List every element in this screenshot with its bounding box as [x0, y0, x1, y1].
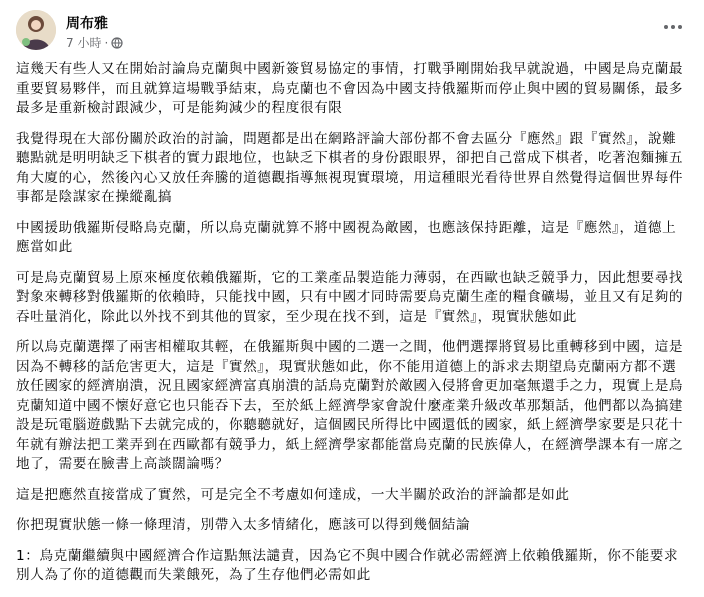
post-header [16, 10, 688, 54]
post-paragraph: 你把現實狀態一條一條理清，別帶入太多情緒化，應該可以得到幾個結論 [16, 517, 471, 533]
post-paragraph: 所以烏克蘭選擇了兩害相權取其輕，在俄羅斯與中國的二選一之間，他們選擇將貿易比重轉移到中國，這是因為不轉移的話危害更大，這是『實然』，現實狀態如此，你不能用道德上的訴求去期望烏克蘭兩方都不選放任國家的經濟崩潰，況且國家經濟富真崩潰的話烏克蘭對於敵國入侵將會更加毫無還手之力，現實上是烏克蘭知道中國不懷好意它也只能吞下去，至於紙上經濟學家會說什麼產業升級改革那類話，他們都以為搞建設是玩電腦遊戲點下去就完成的，你聽聽就好，這個國民所得比中國還低的國家，紙上經濟學家要是只花十年就有辦法把工業弄到在西歐都有競爭力，紙上經濟學家都能當烏克蘭的民族偉人，在經濟學課本有一席之地了，需要在臉書上高談闊論嗎？ [16, 339, 684, 472]
more-options-button[interactable] [658, 12, 688, 42]
meta-separator: · [104, 35, 109, 50]
post-body [16, 60, 688, 597]
post-paragraph: 這幾天有些人又在開始討論烏克蘭與中國新簽貿易協定的事情，打戰爭剛開始我早就說過，中國是烏克蘭最重要貿易夥伴，而且就算這場戰爭結束，烏克蘭也不會因為中國支持俄羅斯而停止與中國的貿易關係，最多最多是重新檢討跟減少，可是能夠減少的程度很有限 [16, 61, 684, 116]
avatar[interactable] [16, 10, 56, 50]
post-paragraph: 我覺得現在大部份關於政治的討論，問題都是出在網路評論大部份都不會去區分『應然』跟『實然』，說難聽點就是明明缺乏下棋者的實力跟地位，也缺乏下棋者的身份跟眼界，卻把自己當成下棋者，吃著泡麵擁五角大廈的心，然後內心又放任奔騰的道德觀指導無視現實環境，用這種眼光看待世界自然覺得這個世界每件事都是陰謀家在操縱亂搞 [16, 130, 684, 205]
post-paragraph: 可是烏克蘭貿易上原來極度依賴俄羅斯，它的工業產品製造能力薄弱，在西歐也缺乏競爭力，因此想要尋找對象來轉移對俄羅斯的依賴時，只能找中國，只有中國才同時需要烏克蘭生產的糧食礦場，並且又有足夠的吞吐量消化，除此以外找不到其他的買家，至少現在找不到，這是『實然』，現實狀態如此 [16, 269, 684, 325]
globe-icon[interactable] [111, 37, 123, 49]
more-horizontal-icon [663, 24, 683, 30]
author-name[interactable]: 周布雅 [66, 16, 108, 32]
post-meta [66, 34, 123, 51]
avatar-image [16, 10, 56, 50]
post-paragraph: 中國援助俄羅斯侵略烏克蘭，所以烏克蘭就算不將中國視為敵國，也應該保持距離，這是『應然』，道德上應當如此 [16, 219, 677, 255]
post-paragraph: 1：烏克蘭繼續與中國經濟合作這點無法譴責，因為它不與中國合作就必需經濟上依賴俄羅斯，你不能要求別人為了你的道德觀而失業餓死，為了生存他們必需如此 [16, 547, 679, 583]
post-time[interactable]: 7 小時 [66, 36, 102, 50]
post-paragraph: 這是把應然直接當成了實然，可是完全不考慮如何達成，一大半關於政治的評論都是如此 [16, 486, 570, 503]
